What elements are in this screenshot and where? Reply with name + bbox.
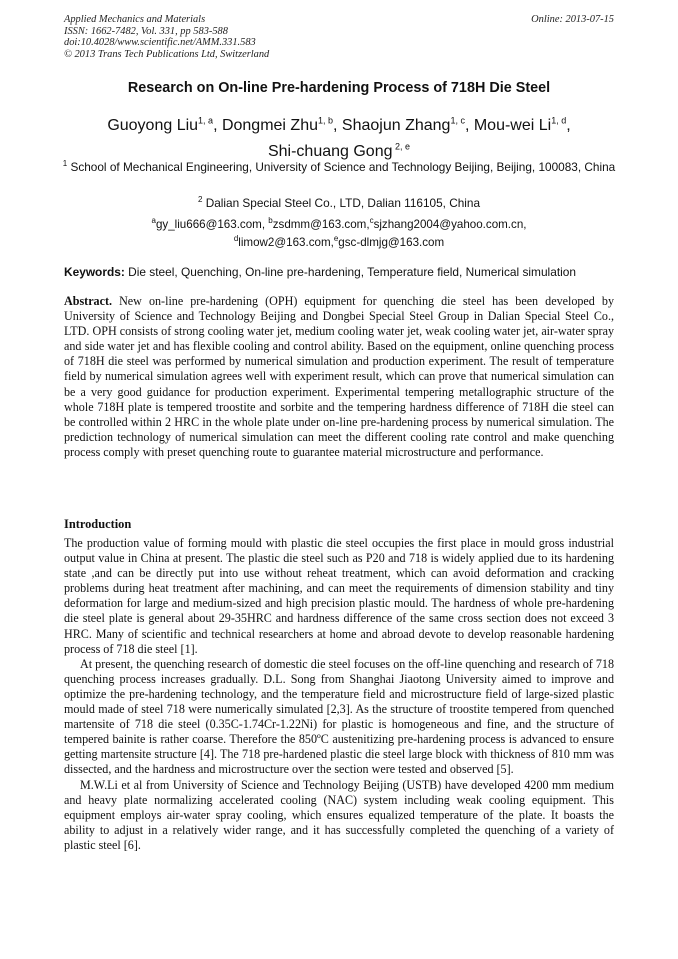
abstract-text: New on-line pre-hardening (OPH) equipment for quenching die steel has been developed by University of Science and Technology Beijing and Dongbei Special Steel Group in Dalian Special Steel Co., LTD. OPH consists of strong cooling water jet, medium cooling water jet, weak cooling water jet, air-water spray and side water jet and has flexible cooling and control ability. Based on the equipment, online quenching process of 718H die steel was performed by numerical simulation and production experiment. The result of temperature field by numerical simulation agrees well with experiment result, which can prove that numerical simulation can be a very good guidance for production experiment. Experimental tempering metallographic structure of the whole 718H plate is tempered troostite and sorbite and the tempering hardness difference of 718H die steel can be controlled within 2 HRC in the whole plate under on-line pre-hardening process by numerical simulation. The prediction technology of numerical simulation can meet the different cooling rate control and make quenching process comply with preset quenching route to guarantee material microstructure and performance. <box>64 294 614 459</box>
keywords <box>64 265 624 279</box>
author: Guoyong Liu$^{1, a}$, <box>107 116 222 135</box>
paragraph: The production value of forming mould with plastic die steel occupies the first place in mould gross industrial output value in China at present. The plastic die steel such as P20 and 718 is widely applied due to its hardening state ,and can be directly put into use without reheat treatment, which can avoid deformation and cracking problems during heat treatment after machining, and can meet the requirements of dimension stability and tiny deformation for large and medium-sized and high precision plastic mould. The hardness of whole pre-hardening die steel plate is general about 29-35HRC and hardness difference of the same cross section does not exceed 3 HRC. Many of scientific and technical researchers at home and abroad devote to develop reasonable hardening process of 718 die steel [1]. <box>64 536 614 656</box>
introduction-body <box>64 536 614 853</box>
keywords-label: Keywords: <box>64 265 125 279</box>
issn-line: ISSN: 1662-7482, Vol. 331, pp 583-588 <box>64 25 228 37</box>
affiliation: $^1$ School of Mechanical Engineering, University of Science and Technology Beijing, Beijing, 100083, China <box>62 159 616 174</box>
doi-line: doi:10.4028/www.scientific.net/AMM.331.583 <box>64 37 256 49</box>
section-heading: Introduction <box>64 517 132 531</box>
journal-header <box>64 14 269 60</box>
abstract <box>64 294 614 460</box>
email-address: sjzhang2004@yahoo.com.cn <box>373 217 524 231</box>
author: Shaojun Zhang$^{1, c}$, <box>341 116 474 135</box>
paragraph: At present, the quenching research of domestic die steel focuses on the off-line quenching and research of 718 quenching process increases gradually. D.L. Song from Shanghai Jiaotong University aimed to improve and optimize the pre-hardening technology, and the temperature field and microstructure field of large-sized plastic mould made of steel 718 were numerically simulated [2,3]. As the structure of troostite tempered from quenched martensite of 718 die steel (0.35C-1.74Cr-1.22Ni) for plastic is homogeneous and fine, and the structure of tempered bainite is rather coarse. Therefore the 850ºC austenitizing pre-hardening process is advanced to ensure getting martensite structure [4]. The 718 pre-hardened plastic die steel large block with thickness of 810 mm was dissected, and the hardness and microstructure over the section were tested and observed [5]. <box>64 656 614 777</box>
email-address: limow2@163.com <box>238 235 331 249</box>
email-address: zsdmm@163.com <box>272 217 367 231</box>
journal-name: Applied Mechanics and Materials <box>64 14 206 25</box>
paper-title: Research on On-line Pre-hardening Process of 718H Die Steel <box>127 80 551 96</box>
author: Dongmei Zhu$^{1, b}$, <box>221 116 342 135</box>
author: Shi-chuang Gong $^{2, e}$ <box>267 141 411 160</box>
online-date: Online: 2013-07-15 <box>531 14 614 25</box>
email-list: $^a$gy_liu666@163.com, $^b$zsdmm@163.com,$^c$sjzhang2004@yahoo.com.cn, $^d$limow2@163.com,$^e$gsc-dlmjg@163.com <box>151 216 527 249</box>
keywords-text: Die steel, Quenching, On-line pre-hardening, Temperature field, Numerical simulation <box>124 265 576 279</box>
affiliation: $^2$ Dalian Special Steel Co., LTD, Dalian 116105, China <box>197 195 481 210</box>
author: Mou-wei Li$^{1, d}$, <box>473 116 571 135</box>
author-list <box>40 111 638 162</box>
email-address: gy_liu666@163.com <box>155 217 262 231</box>
abstract-label: Abstract. <box>64 294 113 308</box>
copyright-line: © 2013 Trans Tech Publications Ltd, Switzerland <box>64 48 270 60</box>
email-address: gsc-dlmjg@163.com <box>338 235 445 249</box>
paragraph: M.W.Li et al from University of Science and Technology Beijing (USTB) have developed 4200 mm medium and heavy plate normalizing accelerated cooling (NAC) system including weak cooling equipment. This equipment employs air-water spray cooling, which ensures equalized temperature of the plate. It boasts the ability to adjust in a relatively wider range, and it has successfully completed the quenching of a variety of plastic steel [6]. <box>64 777 614 852</box>
